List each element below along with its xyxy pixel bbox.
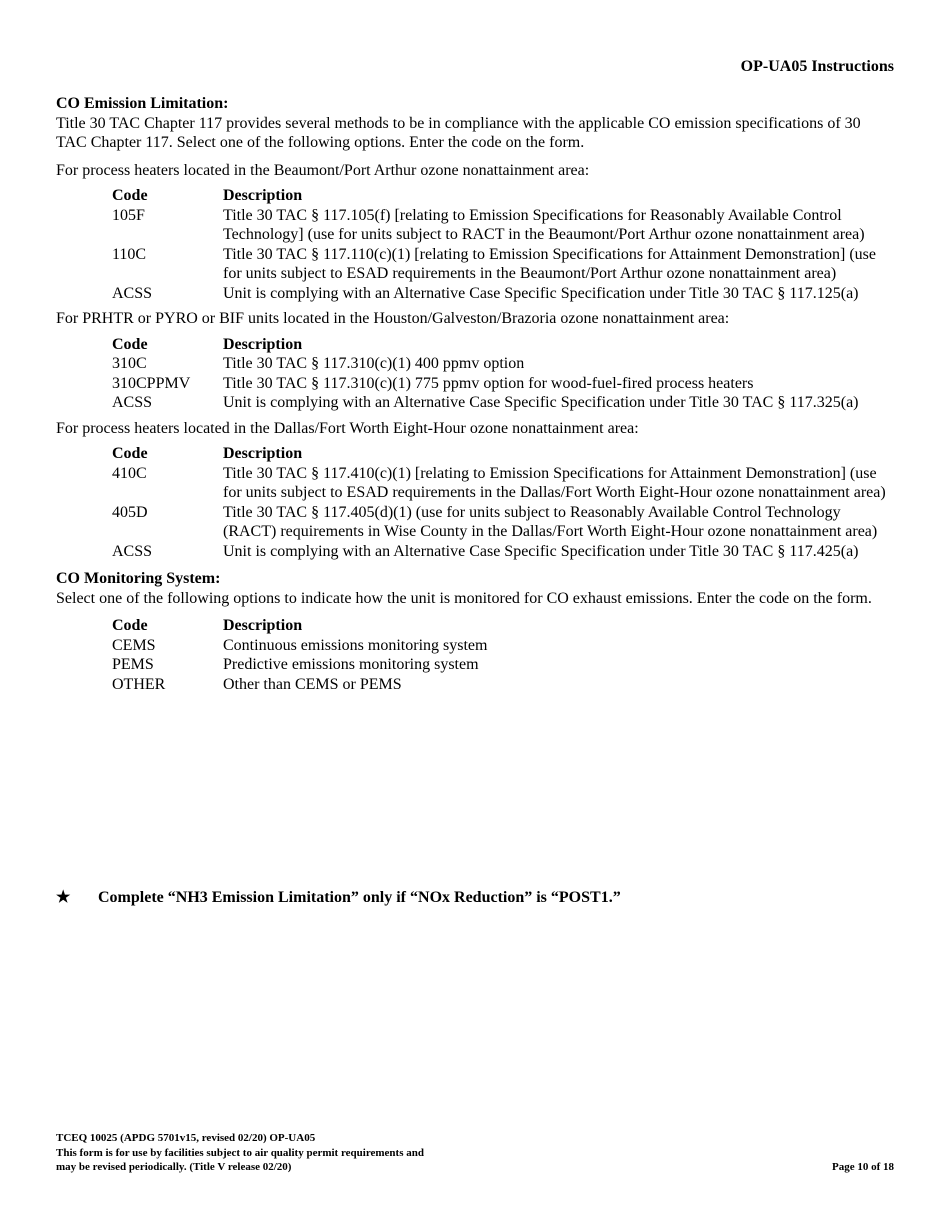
table-header-row: [112, 444, 894, 464]
table-row: [112, 206, 894, 245]
region-lead-dallas: For process heaters located in the Dallas/Fort Worth Eight-Hour ozone nonattainment area:: [56, 419, 639, 437]
page-content: [56, 94, 894, 700]
footer-line-2: This form is for use by facilities subject to air quality permit requirements and: [56, 1146, 424, 1159]
table-row: [112, 675, 894, 695]
column-header-code: Code: [112, 617, 148, 634]
code-cell: CEMS: [112, 636, 156, 654]
column-header-description: Description: [223, 445, 303, 462]
table-row: [112, 464, 894, 503]
region-lead-beaumont: For process heaters located in the Beaumont/Port Arthur ozone nonattainment area:: [56, 161, 590, 179]
description-cell: Unit is complying with an Alternative Case Specific Specification under Title 30 TAC § 117.425(a): [223, 542, 859, 560]
table-row: [112, 284, 894, 304]
code-cell: PEMS: [112, 656, 154, 673]
column-header-description: Description: [223, 335, 303, 353]
description-cell: Title 30 TAC § 117.105(f) [relating to Emission Specifications for Reasonably Available Control Technology] (use for units subject to RACT in the Beaumont/Port Arthur ozone nonattainment area): [223, 206, 865, 243]
description-cell: Unit is complying with an Alternative Case Specific Specification under Title 30 TAC § 117.325(a): [223, 394, 859, 411]
table-row: [112, 542, 894, 562]
description-cell: Title 30 TAC § 117.310(c)(1) 775 ppmv option for wood-fuel-fired process heaters: [223, 374, 754, 392]
page-number: Page 10 of 18: [831, 1161, 894, 1173]
description-cell: Title 30 TAC § 117.310(c)(1) 400 ppmv option: [223, 355, 525, 372]
column-header-code: Code: [112, 335, 148, 353]
code-cell: 310C: [112, 355, 147, 372]
code-cell: 405D: [112, 503, 148, 521]
description-cell: Title 30 TAC § 117.410(c)(1) [relating to Emission Specifications for Attainment Demonstration] (use for units subject to ESAD requirements in the Dallas/Fort Worth Eight-Hour ozone nonattainment area): [223, 464, 886, 501]
table-header-row: [112, 335, 894, 355]
column-header-code: Code: [112, 445, 148, 462]
table-row: [112, 245, 894, 284]
table-row: [112, 393, 894, 413]
description-cell: Continuous emissions monitoring system: [223, 636, 488, 654]
description-cell: Predictive emissions monitoring system: [223, 656, 479, 673]
table-row: [112, 636, 894, 656]
table-header-row: [112, 186, 894, 206]
code-cell: 310CPPMV: [112, 374, 191, 392]
table-row: [112, 655, 894, 675]
star-icon: ★: [56, 889, 71, 906]
page-footer-form-info: [56, 1131, 424, 1175]
description-cell: Title 30 TAC § 117.110(c)(1) [relating to Emission Specifications for Attainment Demonstration] (use for units subject to ESAD requirements in the Beaumont/Port Arthur ozone nonattainment area): [223, 245, 876, 282]
column-header-description: Description: [223, 187, 303, 204]
description-cell: Unit is complying with an Alternative Case Specific Specification under Title 30 TAC § 117.125(a): [223, 284, 859, 302]
code-cell: ACSS: [112, 542, 153, 560]
region-lead-houston: For PRHTR or PYRO or BIF units located in the Houston/Galveston/Brazoria ozone nonattainment area:: [56, 310, 730, 327]
code-cell: ACSS: [112, 394, 153, 411]
column-header-description: Description: [223, 617, 303, 634]
co-limitation-heading: CO Emission Limitation:: [56, 95, 229, 112]
table-row: [112, 503, 894, 542]
code-cell: OTHER: [112, 675, 166, 693]
column-header-code: Code: [112, 187, 148, 204]
page-header-title: OP-UA05 Instructions: [740, 58, 894, 75]
nh3-note: [56, 888, 894, 908]
table-row: [112, 354, 894, 374]
footer-line-1: TCEQ 10025 (APDG 5701v15, revised 02/20) OP-UA05: [56, 1132, 316, 1144]
code-cell: ACSS: [112, 284, 153, 302]
code-table-houston: [112, 335, 894, 413]
table-row: [112, 374, 894, 394]
footer-line-3: may be revised periodically. (Title V release 02/20): [56, 1161, 292, 1173]
co-monitoring-intro: Select one of the following options to indicate how the unit is monitored for CO exhaust emissions. Enter the code on the form.: [56, 589, 872, 607]
co-monitoring-heading: CO Monitoring System:: [56, 570, 221, 587]
description-cell: Title 30 TAC § 117.405(d)(1) (use for units subject to Reasonably Available Control Technology (RACT) requirements in Wise County in the Dallas/Fort Worth Eight-Hour ozone nonattainment area): [223, 503, 878, 540]
code-table-dallas: [112, 444, 894, 561]
code-cell: 105F: [112, 206, 145, 224]
code-cell: 110C: [112, 245, 147, 263]
code-cell: 410C: [112, 464, 147, 482]
description-cell: Other than CEMS or PEMS: [223, 675, 402, 693]
table-header-row: [112, 616, 894, 636]
nh3-note-text: Complete “NH3 Emission Limitation” only if “NOx Reduction” is “POST1.”: [98, 889, 621, 906]
co-limitation-intro: Title 30 TAC Chapter 117 provides several methods to be in compliance with the applicable CO emission specifications of 30 TAC Chapter 117. Select one of the following options. Enter the code on the form.: [56, 114, 861, 151]
code-table-beaumont: [112, 186, 894, 303]
code-table-monitoring: [112, 616, 894, 694]
